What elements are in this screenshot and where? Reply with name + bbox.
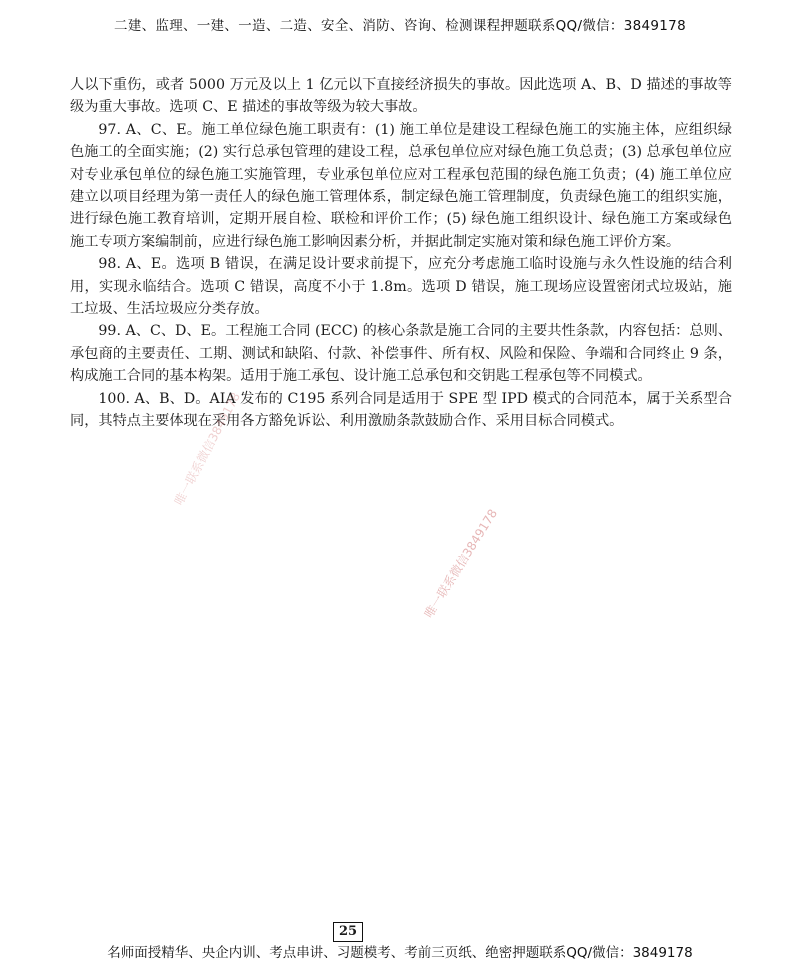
watermark-secondary: 唯一联系微信3849178 — [171, 390, 244, 508]
paragraph-continuation: 人以下重伤，或者 5000 万元及以上 1 亿元以下直接经济损失的事故。因此选项 A、B、D 描述的事故等级为重大事故。选项 C、E 描述的事故等级为较大事故。 — [70, 77, 732, 116]
paragraph-answer-97: 97. A、C、E。施工单位绿色施工职责有：(1) 施工单位是建设工程绿色施工的实施主体，应组织绿色施工的全面实施；(2) 实行总承包管理的建设工程，总承包单位应对绿色施工负总责；(3) 总承包单位应对专业承包单位的绿色施工实施管理，专业承包单位应对工程承包范围的绿色施工负责；(4) 施工单位应建立以项目经理为第一责任人的绿色施工管理体系，制定绿色施工管理制度，负责绿色施工的组织实施，进行绿色施工教育培训，定期开展自检、联检和评价工作；(5) 绿色施工组织设计、绿色施工方案或绿色施工专项方案编制前，应进行绿色施工影响因素分析，并据此制定实施对策和绿色施工评价方案。 — [70, 121, 732, 250]
watermark-primary: 唯一联系微信3849178 — [421, 506, 501, 621]
paragraph-answer-99: 99. A、C、D、E。工程施工合同 (ECC) 的核心条款是施工合同的主要共性条款，内容包括：总则、承包商的主要责任、工期、测试和缺陷、付款、补偿事件、所有权、风险和保险、争端和合同终止 9 条，构成施工合同的基本构架。适用于施工承包、设计施工总承包和交钥匙工程承包等不同模式。 — [70, 323, 732, 385]
page-header: 二建、监理、一建、一造、二造、安全、消防、咨询、检测课程押题联系QQ/微信：3849178 — [114, 18, 686, 34]
paragraph-answer-100: 100. A、B、D。AIA 发布的 C195 系列合同是适用于 SPE 型 IPD 模式的合同范本，属于关系型合同，其特点主要体现在采用各方豁免诉讼、利用激励条款鼓励合作、采用目标合同模式。 — [70, 390, 732, 430]
paragraph-answer-98: 98. A、E。选项 B 错误，在满足设计要求前提下，应充分考虑施工临时设施与永久性设施的结合利用，实现永临结合。选项 C 错误，高度不小于 1.8m。选项 D 错误，施工现场应设置密闭式垃圾站，施工垃圾、生活垃圾应分类存放。 — [70, 256, 732, 318]
page-footer: 名师面授精华、央企内训、考点串讲、习题模考、考前三页纸、绝密押题联系QQ/微信：3849178 — [107, 945, 693, 961]
answer-explanations — [70, 74, 732, 433]
page-number: 25 — [333, 922, 363, 942]
